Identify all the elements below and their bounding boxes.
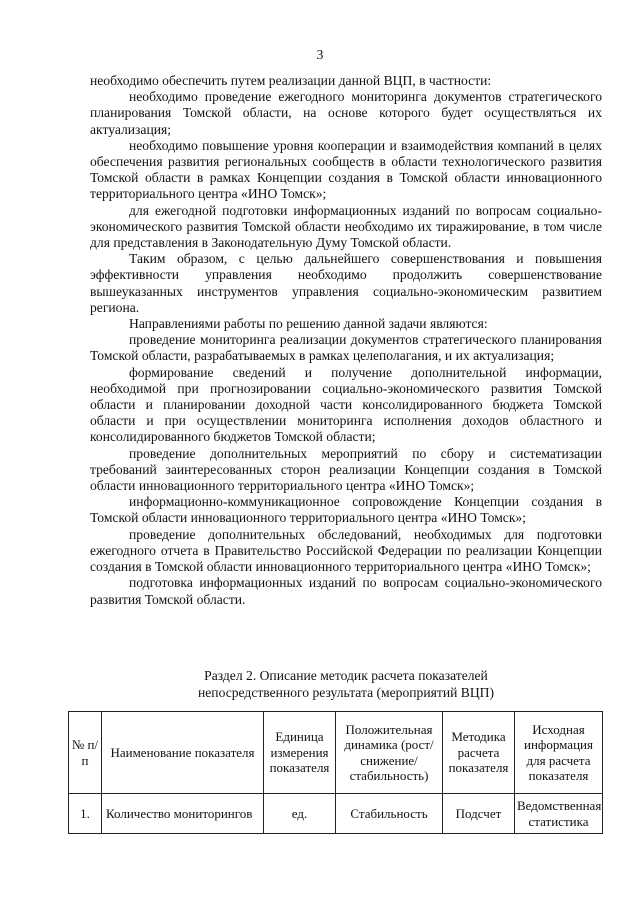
table-cell: Стабильность [336,794,443,834]
paragraph: проведение дополнительных обследований, необходимых для подготовки ежегодного отчета в Правительство Российской Федерации по реализации Концепции создания в Томской области инновационного территориального центра «ИНО Томск»; [90,526,602,575]
paragraph: проведение мониторинга реализации документов стратегического планирования Томской области, разрабатываемых в рамках целеполагания, и их актуализация; [90,332,602,364]
paragraph: необходимо обеспечить путем реализации данной ВЦП, в частности: [90,73,492,88]
paragraph: формирование сведений и получение дополнительной информации, необходимой при прогнозировании социально-экономического развития Томской области и планировании доходной части консолидированного бюджета Томской области и при осуществлении мониторинга исполнения доходов областного и консолидированного бюджетов Томской области; [90,364,602,445]
page-number: 3 [316,47,324,62]
body-text [90,73,602,608]
paragraph: информационно-коммуникационное сопровождение Концепции создания в Томской области инновационного территориального центра «ИНО Томск»; [90,494,602,526]
paragraph: подготовка информационных изданий по вопросам социально-экономического развития Томской области. [90,575,602,607]
indicators-table [68,711,603,834]
column-header: Единица измерения показателя [264,712,336,794]
table-header-row [69,712,603,794]
paragraph: Направлениями работы по решению данной задачи являются: [129,316,488,332]
paragraph: для ежегодной подготовки информационных изданий по вопросам социально-экономического развития Томской области необходимо их тиражирование, в том числе для представления в Законодательную Думу Томской области. [90,202,602,251]
section-title-line: непосредственного результата (мероприятий ВЦП) [198,684,494,700]
column-header: № п/п [69,712,102,794]
table-row [69,794,603,834]
table-cell: Количество мониторингов [102,794,264,834]
table-cell: 1. [69,794,102,834]
column-header: Исходная информация для расчета показателя [515,712,603,794]
paragraph: Таким образом, с целью дальнейшего совершенствования и повышения эффективности управления необходимо продолжить совершенствование вышеуказанных инструментов управления социально-экономическим развитием региона. [90,251,602,315]
paragraph: необходимо повышение уровня кооперации и взаимодействия компаний в целях обеспечения развития региональных сообществ в области технологического развития Томской области в рамках Концепции создания в Томской области инновационного территориального центра «ИНО Томск»; [90,137,602,202]
table-cell: Подсчет [443,794,515,834]
paragraph: необходимо проведение ежегодного мониторинга документов стратегического планирования Томской области, на основе которого будет осуществляться их актуализация; [90,89,602,137]
section-heading [90,668,602,701]
column-header: Наименование показателя [102,712,264,794]
section-title-line: Раздел 2. Описание методик расчета показателей [204,668,488,683]
column-header: Методика расчета показателя [443,712,515,794]
table-cell: Ведомственная статистика [515,794,603,834]
table-cell: ед. [264,794,336,834]
column-header: Положительная динамика (рост/снижение/ стабильность) [336,712,443,794]
paragraph: проведение дополнительных мероприятий по сбору и систематизации требований заинтересованных сторон реализации Концепции создания в Томской области инновационного территориального центра «ИНО Томск»; [90,445,602,494]
